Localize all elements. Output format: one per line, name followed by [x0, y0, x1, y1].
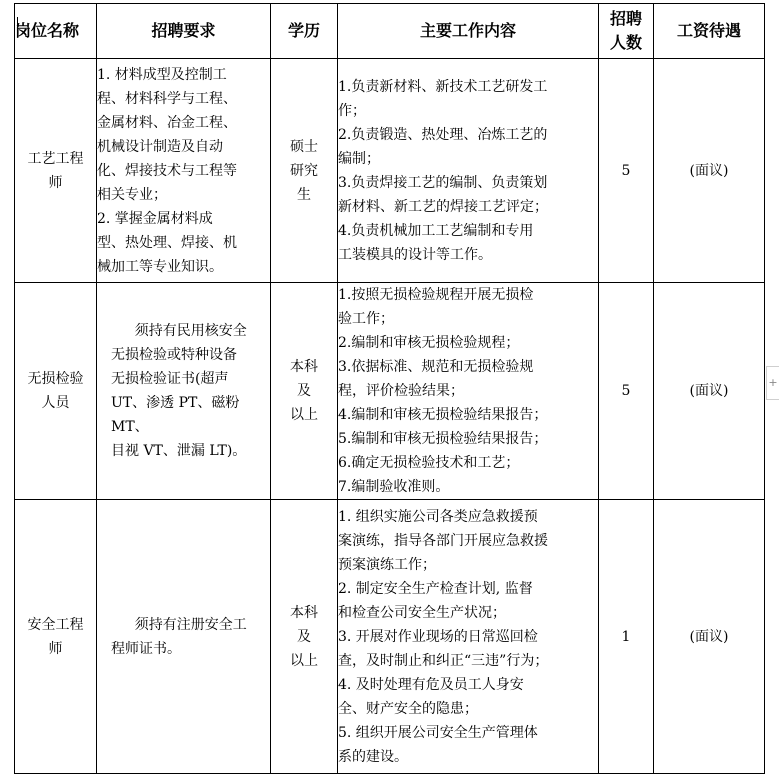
duties-line: 新材料、新工艺的焊接工艺评定； — [338, 198, 548, 215]
education-cell — [271, 500, 338, 774]
position-cell — [15, 283, 97, 500]
requirements-cell — [97, 59, 271, 283]
requirements-line: 程师证书。 — [111, 640, 181, 657]
duties-cell — [338, 500, 599, 774]
position-line: 无损检验 — [27, 371, 84, 387]
duties-line: 4.负责机械加工工艺编制和专用 — [338, 222, 534, 239]
table-row — [15, 59, 765, 283]
duties-line: 6.确定无损检验技术和工艺； — [338, 455, 520, 471]
education-line: 及 — [297, 383, 311, 399]
position-line: 师 — [48, 174, 63, 191]
add-column-handle-icon[interactable]: + — [766, 366, 779, 400]
duties-line: 案演练，指导各部门开展应急救援 — [338, 532, 548, 549]
duties-line: 2. 制定安全生产检查计划, 监督 — [338, 580, 533, 597]
requirements-line: 化、焊接技术与工程等 — [97, 162, 237, 179]
duties-line: 2.编制和审核无损检验规程； — [338, 335, 520, 351]
header-row — [15, 4, 765, 59]
duties-cell — [338, 59, 599, 283]
duties-line: 1. 组织实施公司各类应急救援预 — [338, 508, 538, 525]
duties-line: 系的建设。 — [338, 748, 408, 765]
requirements-line: 程、材料科学与工程、 — [97, 90, 237, 107]
duties-line: 4.编制和审核无损检验结果报告； — [338, 407, 548, 423]
count-cell: 1 — [599, 500, 654, 774]
requirements-line: 无损检验或特种设备 — [111, 347, 237, 363]
duties-line: 编制； — [338, 150, 380, 167]
education-line: 本科 — [290, 359, 318, 375]
education-line: 以上 — [290, 652, 318, 669]
salary-cell: (面议) — [654, 500, 765, 774]
requirements-line: 金属材料、冶金工程、 — [97, 114, 237, 131]
header-requirements: 招聘要求 — [97, 4, 271, 59]
salary-cell: (面议) — [654, 283, 765, 500]
count-cell: 5 — [599, 283, 654, 500]
requirements-line: 型、热处理、焊接、机 — [97, 234, 237, 251]
education-line: 及 — [297, 628, 311, 645]
education-line: 研究 — [290, 162, 318, 179]
duties-line: 3.负责焊接工艺的编制、负责策划 — [338, 174, 548, 191]
education-cell — [271, 283, 338, 500]
requirements-line: 须持有民用核安全 — [134, 323, 247, 339]
header-position: 岗位名称 — [15, 4, 97, 59]
duties-line: 4. 及时处理有危及员工人身安 — [338, 676, 524, 693]
header-count-line: 招聘 — [609, 9, 642, 28]
duties-line: 程，评价检验结果； — [338, 383, 464, 399]
requirements-line: 2. 掌握金属材料成 — [97, 210, 213, 227]
header-count — [599, 4, 654, 59]
duties-line: 5. 组织开展公司安全生产管理体 — [338, 724, 538, 741]
position-cell — [15, 59, 97, 283]
duties-line: 全、财产安全的隐患； — [338, 700, 478, 717]
position-cell — [15, 500, 97, 774]
header-education: 学历 — [271, 4, 338, 59]
duties-line: 工装模具的设计等工作。 — [338, 246, 492, 263]
requirements-line: 1. 材料成型及控制工 — [97, 66, 227, 83]
recruitment-table — [14, 3, 765, 774]
duties-line: 预案演练工作； — [338, 556, 436, 573]
header-salary: 工资待遇 — [654, 4, 765, 59]
duties-line: 作； — [338, 102, 366, 119]
table-row — [15, 500, 765, 774]
education-line: 硕士 — [290, 138, 318, 155]
count-cell: 5 — [599, 59, 654, 283]
duties-line: 3. 开展对作业现场的日常巡回检 — [338, 628, 538, 645]
duties-line: 3.依据标准、规范和无损检验规 — [338, 359, 534, 375]
salary-cell: (面议) — [654, 59, 765, 283]
requirements-line: 无损检验证书(超声 — [111, 371, 229, 387]
position-line: 人员 — [41, 395, 70, 411]
position-line: 工艺工程 — [27, 150, 84, 167]
duties-line: 查，及时制止和纠正“三违”行为； — [338, 652, 549, 669]
duties-line: 和检查公司安全生产状况； — [338, 604, 506, 621]
requirements-line: 械加工等专业知识。 — [97, 258, 223, 275]
requirements-line: 机械设计制造及自动 — [97, 138, 223, 155]
duties-cell — [338, 283, 599, 500]
duties-line: 2.负责锻造、热处理、冶炼工艺的 — [338, 126, 548, 143]
duties-line: 5.编制和审核无损检验结果报告； — [338, 431, 548, 447]
header-count-line: 人数 — [609, 33, 642, 52]
requirements-line: 须持有注册安全工 — [134, 616, 247, 633]
header-duties: 主要工作内容 — [338, 4, 599, 59]
requirements-line: UT、渗透 PT、磁粉 MT、 — [111, 395, 240, 435]
requirements-cell — [97, 283, 271, 500]
requirements-cell — [97, 500, 271, 774]
position-line: 师 — [48, 640, 63, 657]
requirements-line: 相关专业； — [97, 186, 167, 203]
duties-line: 验工作； — [338, 311, 394, 327]
education-cell — [271, 59, 338, 283]
table-row — [15, 283, 765, 500]
duties-line: 1.负责新材料、新技术工艺研发工 — [338, 78, 548, 95]
education-line: 以上 — [290, 407, 318, 423]
requirements-line: 目视 VT、泄漏 LT)。 — [111, 443, 247, 459]
education-line: 生 — [297, 186, 311, 203]
duties-line: 7.编制验收准则。 — [338, 479, 450, 495]
position-line: 安全工程 — [27, 616, 84, 633]
education-line: 本科 — [290, 604, 318, 621]
duties-line: 1.按照无损检验规程开展无损检 — [338, 287, 534, 303]
